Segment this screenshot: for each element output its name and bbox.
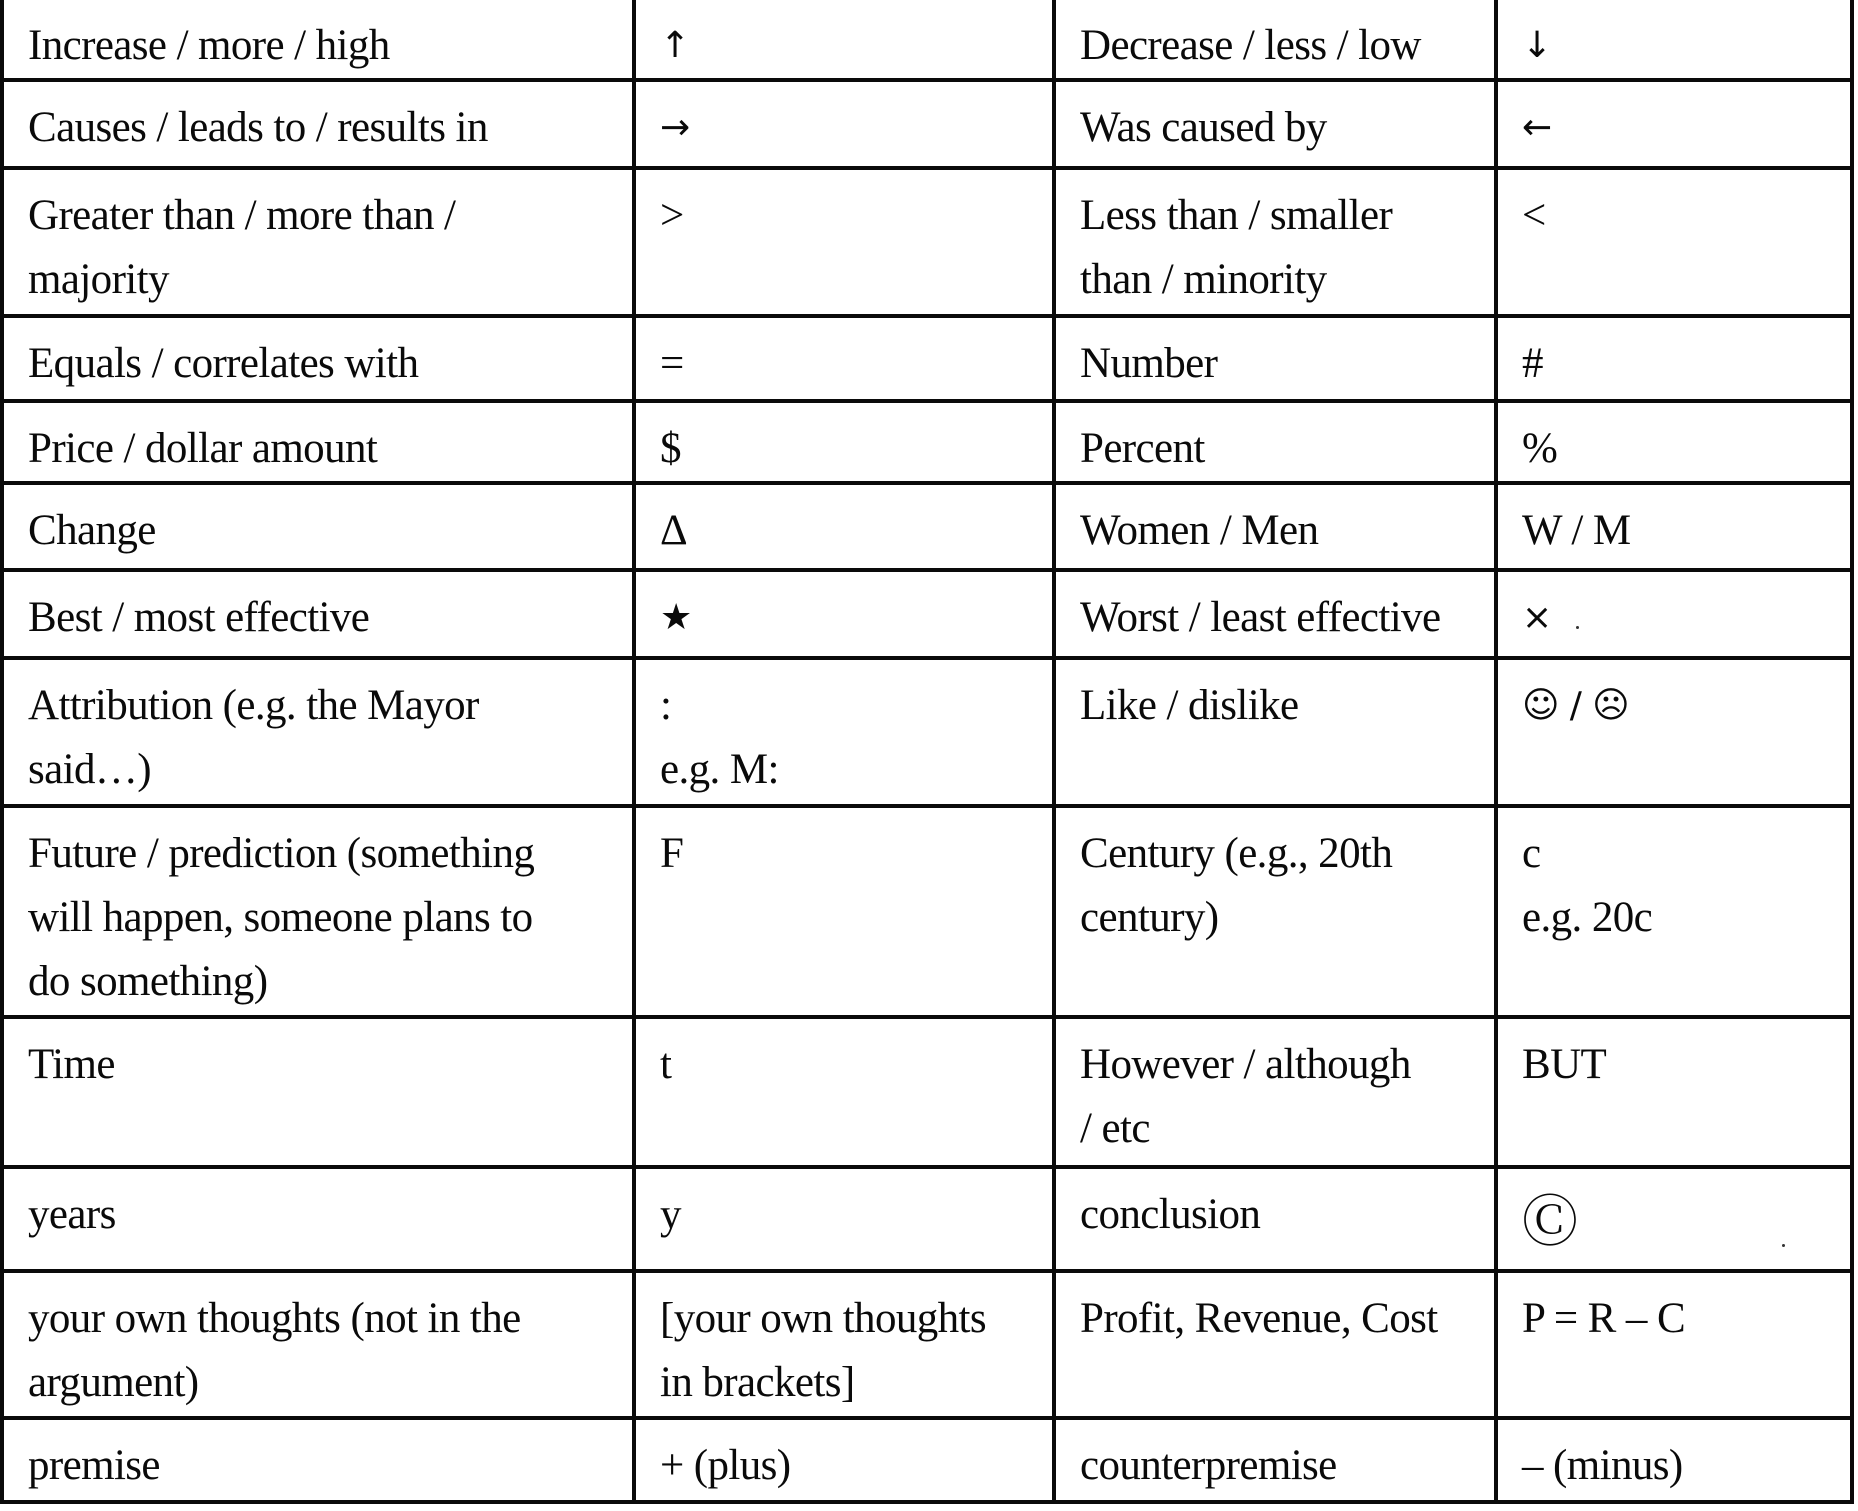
symbol-text: t	[660, 1041, 672, 1088]
circled-c-icon: Ⓒ	[1522, 1190, 1578, 1255]
delta-icon: Δ	[660, 507, 688, 554]
meaning-text: Causes / leads to / results in	[28, 104, 488, 151]
meaning-text: Was caused by	[1080, 104, 1327, 151]
symbol-cell	[636, 0, 1052, 78]
symbol-text: [your own thoughts	[660, 1295, 987, 1342]
symbol-cell	[636, 82, 1052, 166]
meaning-cell	[4, 403, 632, 481]
symbol-cell	[1498, 1019, 1850, 1165]
meaning-cell	[4, 808, 632, 1015]
symbol-cell	[1498, 0, 1850, 78]
meaning-text: Greater than / more than /	[28, 192, 456, 239]
symbol-text: W / M	[1522, 507, 1631, 554]
symbol-text: $	[660, 425, 681, 472]
meaning-cell	[1056, 82, 1494, 166]
meaning-text: than / minority	[1080, 256, 1327, 303]
meaning-cell	[4, 170, 632, 314]
arrow-left-icon: ←	[1522, 107, 1552, 148]
symbol-text: + (plus)	[660, 1442, 791, 1489]
meaning-cell	[1056, 1019, 1494, 1165]
column-border-right	[1850, 0, 1854, 1504]
meaning-text: Time	[28, 1041, 115, 1088]
meaning-text: argument)	[28, 1359, 199, 1406]
meaning-text: your own thoughts (not in the	[28, 1295, 521, 1342]
scan-speck	[1576, 626, 1579, 629]
meaning-text: Future / prediction (something	[28, 830, 535, 877]
symbol-cell	[636, 572, 1052, 656]
meaning-cell	[4, 1169, 632, 1269]
meaning-cell	[4, 0, 632, 78]
meaning-text: majority	[28, 256, 169, 303]
meaning-text: do something)	[28, 958, 268, 1005]
table-border-bottom	[0, 1500, 1854, 1504]
meaning-text: years	[28, 1191, 116, 1238]
meaning-text: Women / Men	[1080, 507, 1319, 554]
symbol-cell	[636, 403, 1052, 481]
meaning-cell	[1056, 0, 1494, 78]
meaning-text: Increase / more / high	[28, 22, 390, 69]
symbol-cell	[1498, 572, 1850, 656]
meaning-text: Worst / least effective	[1080, 594, 1441, 641]
symbol-cell	[1498, 1273, 1850, 1416]
symbol-text: y	[660, 1191, 681, 1238]
symbol-text: #	[1522, 340, 1543, 387]
symbol-cell	[1498, 808, 1850, 1015]
meaning-cell	[4, 82, 632, 166]
symbol-cell	[1498, 1420, 1850, 1500]
smiley-frowny-icon: ☺ / ☹	[1522, 685, 1630, 726]
meaning-text: / etc	[1080, 1105, 1150, 1152]
meaning-text: counterpremise	[1080, 1442, 1337, 1489]
meaning-cell	[1056, 318, 1494, 399]
symbol-cell	[636, 1019, 1052, 1165]
symbol-cell	[1498, 660, 1850, 804]
symbol-cell	[636, 1169, 1052, 1269]
symbol-cell	[1498, 485, 1850, 568]
meaning-text: premise	[28, 1442, 160, 1489]
symbol-text: >	[660, 192, 684, 239]
meaning-text: Profit, Revenue, Cost	[1080, 1295, 1438, 1342]
symbol-cell	[1498, 1169, 1850, 1269]
meaning-text: Attribution (e.g. the Mayor	[28, 682, 479, 729]
meaning-text: Percent	[1080, 425, 1205, 472]
meaning-text: Equals / correlates with	[28, 340, 419, 387]
symbol-text: – (minus)	[1522, 1442, 1683, 1489]
meaning-text: Century (e.g., 20th	[1080, 830, 1393, 877]
symbol-cell	[636, 660, 1052, 804]
meaning-cell	[1056, 1169, 1494, 1269]
meaning-text: said…)	[28, 746, 151, 793]
symbol-cell	[636, 808, 1052, 1015]
symbol-text: :	[660, 682, 672, 729]
meaning-cell	[1056, 660, 1494, 804]
meaning-text: conclusion	[1080, 1191, 1261, 1238]
symbol-text: =	[660, 340, 684, 387]
meaning-text: will happen, someone plans to	[28, 894, 533, 941]
meaning-text: century)	[1080, 894, 1219, 941]
meaning-text: Price / dollar amount	[28, 425, 378, 472]
meaning-cell	[4, 572, 632, 656]
symbol-cell	[636, 1420, 1052, 1500]
arrow-right-icon: →	[660, 107, 690, 148]
symbol-cell	[1498, 318, 1850, 399]
meaning-text: Less than / smaller	[1080, 192, 1393, 239]
symbol-text: %	[1522, 425, 1558, 472]
symbol-cell	[636, 170, 1052, 314]
symbol-text: c	[1522, 830, 1541, 877]
meaning-cell	[4, 485, 632, 568]
symbol-text: BUT	[1522, 1041, 1607, 1088]
symbol-text: in brackets]	[660, 1359, 855, 1406]
meaning-cell	[1056, 1420, 1494, 1500]
symbol-text: <	[1522, 192, 1546, 239]
meaning-cell	[1056, 170, 1494, 314]
arrow-up-icon: ↑	[660, 25, 690, 66]
meaning-cell	[4, 318, 632, 399]
meaning-text: However / although	[1080, 1041, 1411, 1088]
symbol-cell	[636, 485, 1052, 568]
meaning-cell	[1056, 403, 1494, 481]
meaning-cell	[4, 1273, 632, 1416]
scan-speck	[1782, 1244, 1785, 1247]
symbol-text: e.g. M:	[660, 746, 779, 793]
symbol-cell	[636, 1273, 1052, 1416]
meaning-cell	[4, 1019, 632, 1165]
symbol-cell	[636, 318, 1052, 399]
meaning-cell	[1056, 808, 1494, 1015]
symbol-cell	[1498, 403, 1850, 481]
star-icon: ★	[660, 597, 692, 638]
meaning-text: Number	[1080, 340, 1218, 387]
symbol-text: F	[660, 830, 684, 877]
meaning-text: Change	[28, 507, 156, 554]
meaning-cell	[4, 660, 632, 804]
meaning-text: Best / most effective	[28, 594, 370, 641]
symbol-cell	[1498, 170, 1850, 314]
meaning-text: Decrease / less / low	[1080, 22, 1421, 69]
meaning-cell	[1056, 1273, 1494, 1416]
symbol-text: P = R – C	[1522, 1295, 1686, 1342]
symbol-text: e.g. 20c	[1522, 894, 1653, 941]
arrow-down-icon: ↓	[1522, 25, 1552, 66]
meaning-cell	[4, 1420, 632, 1500]
meaning-cell	[1056, 572, 1494, 656]
meaning-cell	[1056, 485, 1494, 568]
meaning-text: Like / dislike	[1080, 682, 1299, 729]
symbol-cell	[1498, 82, 1850, 166]
cross-icon: ×	[1522, 597, 1552, 638]
